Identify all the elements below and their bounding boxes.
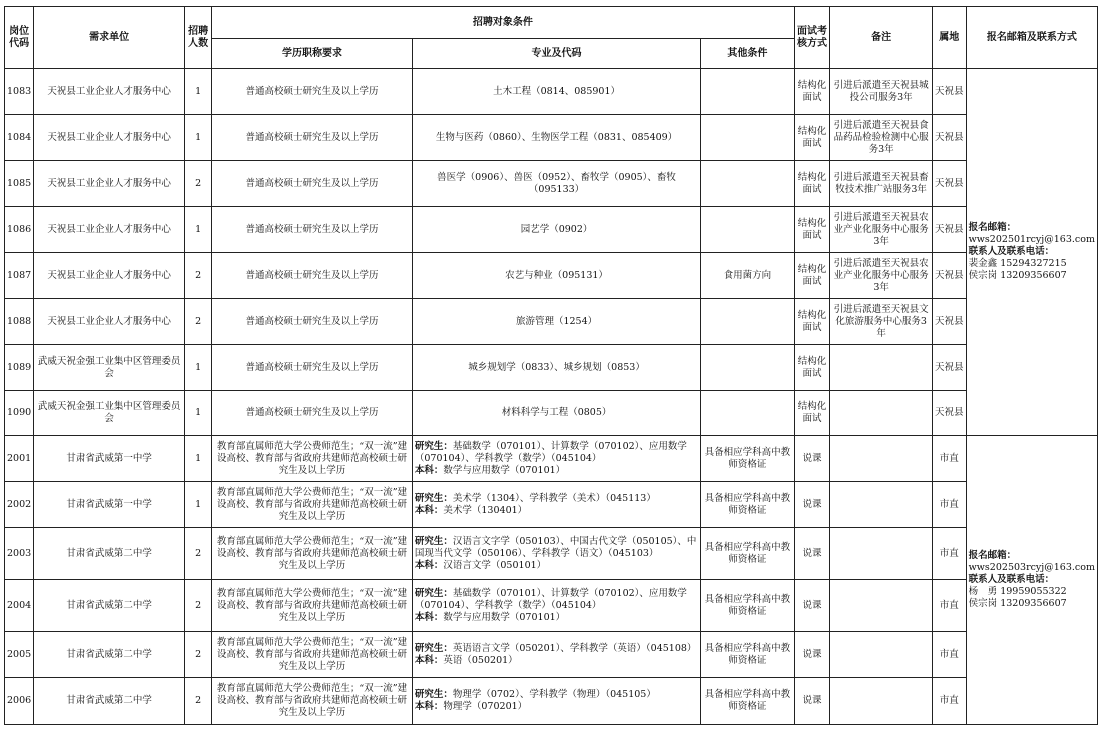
cell-interview: 结构化面试	[794, 391, 830, 436]
cell-count: 2	[185, 580, 212, 632]
major-graduate-label: 研究生：	[414, 689, 453, 700]
cell-interview: 结构化面试	[794, 253, 830, 299]
cell-unit: 甘肃省武威第二中学	[34, 528, 185, 580]
cell-note: 引进后派遣至天祝县文化旅游服务中心服务3年	[830, 299, 932, 345]
table-row	[5, 436, 1098, 482]
header-unit: 需求单位	[34, 7, 185, 69]
email-label: 报名邮箱：	[968, 222, 1017, 233]
header-note: 备注	[830, 7, 932, 69]
cell-code: 2004	[5, 580, 34, 632]
cell-major	[412, 345, 700, 391]
email-label: 报名邮箱：	[968, 550, 1017, 561]
cell-region: 天祝县	[932, 391, 966, 436]
cell-count: 2	[185, 632, 212, 678]
cell-edu: 教育部直属师范大学公费师范生；“双一流”建设高校、教育部与省政府共建师范高校硕士研究生及以上学历	[212, 580, 413, 632]
cell-count: 2	[185, 528, 212, 580]
contact-group-city	[966, 436, 1097, 725]
major-graduate	[415, 689, 698, 701]
cell-edu: 普通高校硕士研究生及以上学历	[212, 115, 413, 161]
cell-region: 天祝县	[932, 69, 966, 115]
header-edu: 学历职称要求	[212, 39, 413, 69]
cell-code: 1085	[5, 161, 34, 207]
contact-person-label: 联系人及联系电话：	[968, 574, 1055, 585]
cell-region: 天祝县	[932, 161, 966, 207]
cell-note	[830, 580, 932, 632]
table-row	[5, 580, 1098, 632]
major-graduate-value: 物理学（0702）、学科教学（物理）（045105）	[452, 689, 656, 700]
cell-region: 天祝县	[932, 253, 966, 299]
cell-other: 具备相应学科高中教师资格证	[701, 436, 794, 482]
cell-edu: 教育部直属师范大学公费师范生；“双一流”建设高校、教育部与省政府共建师范高校硕士研究生及以上学历	[212, 436, 413, 482]
table-row	[5, 253, 1098, 299]
cell-note	[830, 528, 932, 580]
header-other: 其他条件	[701, 39, 794, 69]
major-undergrad-value: 美术学（130401）	[443, 504, 528, 516]
cell-code: 2003	[5, 528, 34, 580]
major-graduate-value: 基础数学（070101）、计算数学（070102）、应用数学（070104）、学科教学（数学）（045104）	[414, 440, 687, 464]
major-undergrad-value: 英语（050201）	[443, 654, 518, 666]
cell-other: 具备相应学科高中教师资格证	[701, 632, 794, 678]
major-graduate-label: 研究生：	[414, 642, 453, 654]
cell-other	[701, 299, 794, 345]
cell-other	[701, 345, 794, 391]
cell-code: 1086	[5, 207, 34, 253]
cell-count: 2	[185, 161, 212, 207]
major-undergrad-value: 物理学（070201）	[443, 701, 528, 712]
major-text: 生物与医药（0860）、生物医学工程（0831、085409）	[435, 131, 678, 143]
table-row	[5, 69, 1098, 115]
email-address: wws202501rcyj@163.com	[968, 234, 1095, 245]
table-row	[5, 528, 1098, 580]
contact-person-1: 杨 勇 19959055322	[968, 586, 1067, 597]
cell-region: 市直	[932, 632, 966, 678]
cell-region: 市直	[932, 436, 966, 482]
cell-interview: 结构化面试	[794, 69, 830, 115]
cell-code: 1087	[5, 253, 34, 299]
cell-other: 具备相应学科高中教师资格证	[701, 678, 794, 725]
major-graduate-label: 研究生：	[414, 587, 453, 599]
cell-major	[412, 391, 700, 436]
contact-person-1: 裴金鑫 15294327215	[968, 258, 1067, 269]
cell-edu: 教育部直属师范大学公费师范生；“双一流”建设高校、教育部与省政府共建师范高校硕士研究生及以上学历	[212, 528, 413, 580]
cell-other	[701, 161, 794, 207]
major-graduate-value: 美术学（1304）、学科教学（美术）（045113）	[452, 492, 656, 504]
cell-edu: 普通高校硕士研究生及以上学历	[212, 345, 413, 391]
major-undergrad	[415, 560, 698, 572]
contact-person-2: 侯宗岗 13209356607	[968, 598, 1067, 609]
cell-unit: 天祝县工业企业人才服务中心	[34, 207, 185, 253]
cell-major	[412, 482, 700, 528]
cell-edu: 教育部直属师范大学公费师范生；“双一流”建设高校、教育部与省政府共建师范高校硕士研究生及以上学历	[212, 482, 413, 528]
cell-edu: 教育部直属师范大学公费师范生；“双一流”建设高校、教育部与省政府共建师范高校硕士研究生及以上学历	[212, 678, 413, 725]
cell-major	[412, 115, 700, 161]
cell-count: 1	[185, 391, 212, 436]
cell-unit: 武威天祝金强工业集中区管理委员会	[34, 391, 185, 436]
major-undergrad-label: 本科：	[414, 559, 444, 571]
cell-code: 1090	[5, 391, 34, 436]
major-undergrad-value: 汉语言文学（050101）	[443, 559, 547, 571]
cell-edu: 普通高校硕士研究生及以上学历	[212, 161, 413, 207]
cell-interview: 说课	[794, 580, 830, 632]
cell-interview: 结构化面试	[794, 345, 830, 391]
cell-interview: 结构化面试	[794, 299, 830, 345]
cell-other	[701, 69, 794, 115]
contact-person-label: 联系人及联系电话：	[968, 246, 1055, 257]
major-text: 园艺学（0902）	[520, 223, 593, 235]
major-undergrad-label: 本科：	[414, 464, 444, 476]
cell-other: 具备相应学科高中教师资格证	[701, 528, 794, 580]
cell-count: 2	[185, 299, 212, 345]
table-row	[5, 391, 1098, 436]
cell-major	[412, 678, 700, 725]
cell-edu: 教育部直属师范大学公费师范生；“双一流”建设高校、教育部与省政府共建师范高校硕士研究生及以上学历	[212, 632, 413, 678]
major-graduate	[415, 643, 698, 655]
cell-unit: 甘肃省武威第二中学	[34, 678, 185, 725]
header-count: 招聘人数	[185, 7, 212, 69]
major-graduate-value: 英语语言文学（050201）、学科教学（英语）（045108）	[452, 642, 697, 654]
major-text: 土木工程（0814、085901）	[493, 85, 621, 97]
cell-note	[830, 678, 932, 725]
cell-count: 2	[185, 253, 212, 299]
email-address: wws202503rcyj@163.com	[968, 562, 1095, 573]
cell-code: 1083	[5, 69, 34, 115]
major-graduate	[415, 588, 698, 612]
cell-note	[830, 345, 932, 391]
recruitment-table	[4, 6, 1098, 725]
table-row	[5, 161, 1098, 207]
cell-major	[412, 253, 700, 299]
cell-major	[412, 632, 700, 678]
cell-other: 具备相应学科高中教师资格证	[701, 580, 794, 632]
cell-note: 引进后派遣至天祝县食品药品检验检测中心服务3年	[830, 115, 932, 161]
major-undergrad	[415, 465, 698, 477]
cell-region: 市直	[932, 678, 966, 725]
major-undergrad	[415, 505, 698, 517]
header-code: 岗位代码	[5, 7, 34, 69]
contact-person-2: 侯宗岗 13209356607	[968, 270, 1067, 281]
major-text: 农艺与种业（095131）	[505, 269, 608, 281]
major-graduate-value: 基础数学（070101）、计算数学（070102）、应用数学（070104）、学科教学（数学）（045104）	[414, 587, 687, 611]
major-text: 兽医学（0906）、兽医（0952）、畜牧学（0905）、畜牧（095133）	[437, 171, 676, 195]
cell-note	[830, 391, 932, 436]
cell-note: 引进后派遣至天祝县畜牧技术推广站服务3年	[830, 161, 932, 207]
table-row	[5, 345, 1098, 391]
cell-code: 1084	[5, 115, 34, 161]
major-undergrad	[415, 612, 698, 624]
cell-code: 2002	[5, 482, 34, 528]
cell-unit: 天祝县工业企业人才服务中心	[34, 299, 185, 345]
header-region: 属地	[932, 7, 966, 69]
cell-count: 1	[185, 436, 212, 482]
major-graduate-label: 研究生：	[414, 535, 453, 547]
cell-other: 具备相应学科高中教师资格证	[701, 482, 794, 528]
cell-edu: 普通高校硕士研究生及以上学历	[212, 253, 413, 299]
recruitment-table-sheet	[4, 6, 1098, 725]
cell-interview: 说课	[794, 678, 830, 725]
header-conditions: 招聘对象条件	[212, 7, 795, 39]
table-row	[5, 482, 1098, 528]
table-row	[5, 207, 1098, 253]
cell-other	[701, 115, 794, 161]
table-body	[5, 69, 1098, 725]
major-undergrad-label: 本科：	[414, 654, 444, 666]
cell-other: 食用菌方向	[701, 253, 794, 299]
major-undergrad-label: 本科：	[414, 504, 444, 516]
cell-note	[830, 482, 932, 528]
cell-other	[701, 391, 794, 436]
major-undergrad-label: 本科：	[414, 701, 444, 712]
table-row	[5, 115, 1098, 161]
cell-edu: 普通高校硕士研究生及以上学历	[212, 69, 413, 115]
cell-unit: 天祝县工业企业人才服务中心	[34, 69, 185, 115]
cell-note: 引进后派遣至天祝县农业产业化服务中心服务3年	[830, 207, 932, 253]
cell-edu: 普通高校硕士研究生及以上学历	[212, 391, 413, 436]
cell-major	[412, 69, 700, 115]
cell-region: 天祝县	[932, 345, 966, 391]
major-graduate	[415, 493, 698, 505]
major-undergrad-value: 数学与应用数学（070101）	[443, 611, 566, 623]
table-row	[5, 632, 1098, 678]
cell-interview: 说课	[794, 436, 830, 482]
cell-count: 2	[185, 678, 212, 725]
cell-unit: 天祝县工业企业人才服务中心	[34, 253, 185, 299]
header-interview: 面试考核方式	[794, 7, 830, 69]
major-graduate	[415, 441, 698, 465]
cell-edu: 普通高校硕士研究生及以上学历	[212, 207, 413, 253]
major-graduate-value: 汉语言文字学（050103）、中国古代文学（050105）、中国现当代文学（050106）、学科教学（语文）（045103）	[414, 535, 697, 559]
cell-region: 天祝县	[932, 115, 966, 161]
major-text: 材料科学与工程（0805）	[501, 407, 612, 418]
major-undergrad	[415, 655, 698, 667]
cell-major	[412, 528, 700, 580]
header-contact: 报名邮箱及联系方式	[966, 7, 1097, 69]
cell-major	[412, 207, 700, 253]
cell-region: 市直	[932, 580, 966, 632]
cell-major	[412, 161, 700, 207]
cell-note: 引进后派遣至天祝县农业产业化服务中心服务3年	[830, 253, 932, 299]
cell-region: 天祝县	[932, 299, 966, 345]
cell-unit: 甘肃省武威第二中学	[34, 632, 185, 678]
major-graduate-label: 研究生：	[414, 440, 453, 452]
cell-major	[412, 580, 700, 632]
cell-count: 1	[185, 69, 212, 115]
table-row	[5, 678, 1098, 725]
cell-code: 2005	[5, 632, 34, 678]
cell-code: 2001	[5, 436, 34, 482]
table-row	[5, 299, 1098, 345]
cell-unit: 天祝县工业企业人才服务中心	[34, 115, 185, 161]
major-undergrad-value: 数学与应用数学（070101）	[443, 464, 566, 476]
cell-note: 引进后派遣至天祝县城投公司服务3年	[830, 69, 932, 115]
cell-region: 市直	[932, 482, 966, 528]
cell-unit: 甘肃省武威第二中学	[34, 580, 185, 632]
major-undergrad	[415, 701, 698, 713]
cell-region: 天祝县	[932, 207, 966, 253]
major-text: 旅游管理（1254）	[515, 315, 598, 327]
cell-interview: 结构化面试	[794, 115, 830, 161]
cell-interview: 说课	[794, 632, 830, 678]
cell-count: 1	[185, 482, 212, 528]
cell-count: 1	[185, 115, 212, 161]
cell-unit: 武威天祝金强工业集中区管理委员会	[34, 345, 185, 391]
cell-interview: 结构化面试	[794, 207, 830, 253]
cell-major	[412, 436, 700, 482]
cell-interview: 结构化面试	[794, 161, 830, 207]
cell-unit: 甘肃省武威第一中学	[34, 436, 185, 482]
cell-unit: 天祝县工业企业人才服务中心	[34, 161, 185, 207]
major-graduate-label: 研究生：	[414, 492, 453, 504]
cell-region: 市直	[932, 528, 966, 580]
cell-interview: 说课	[794, 528, 830, 580]
cell-note	[830, 436, 932, 482]
cell-code: 1088	[5, 299, 34, 345]
major-graduate	[415, 536, 698, 560]
cell-count: 1	[185, 345, 212, 391]
cell-code: 2006	[5, 678, 34, 725]
cell-other	[701, 207, 794, 253]
cell-edu: 普通高校硕士研究生及以上学历	[212, 299, 413, 345]
cell-note	[830, 632, 932, 678]
cell-count: 1	[185, 207, 212, 253]
cell-interview: 说课	[794, 482, 830, 528]
contact-group-county	[966, 69, 1097, 436]
cell-code: 1089	[5, 345, 34, 391]
major-text: 城乡规划学（0833）、城乡规划（0853）	[468, 361, 645, 373]
cell-major	[412, 299, 700, 345]
header-major: 专业及代码	[412, 39, 700, 69]
cell-unit: 甘肃省武威第一中学	[34, 482, 185, 528]
major-undergrad-label: 本科：	[414, 611, 444, 623]
